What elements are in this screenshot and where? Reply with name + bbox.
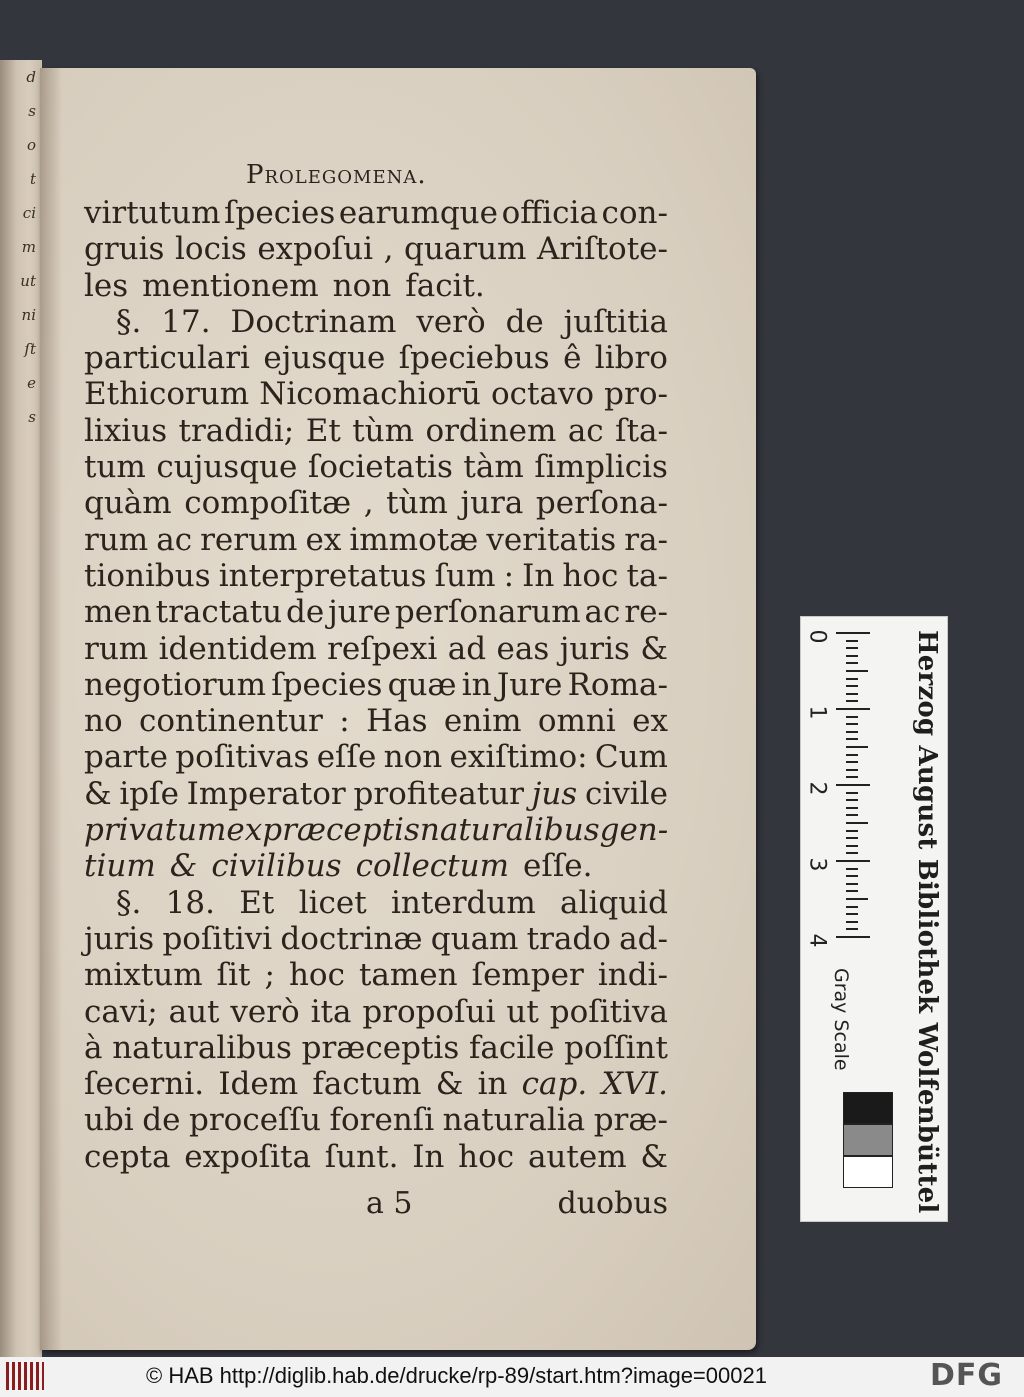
word: parte bbox=[84, 739, 168, 776]
word: verò bbox=[416, 303, 486, 340]
signature-mark: a 5 bbox=[366, 1186, 413, 1221]
ruler-tick bbox=[846, 700, 858, 702]
word: præceptis bbox=[301, 1029, 460, 1066]
word: interdum bbox=[391, 884, 536, 921]
dfg-logo: DFG bbox=[930, 1358, 1004, 1393]
word: veritatis bbox=[486, 521, 617, 558]
text-line bbox=[84, 885, 668, 921]
word: ê bbox=[563, 340, 582, 377]
word: tum bbox=[84, 449, 146, 486]
ruler-tick bbox=[846, 693, 858, 695]
word: trado bbox=[526, 920, 611, 957]
gray-swatch-dark bbox=[843, 1092, 893, 1124]
word: proceſſu bbox=[189, 1102, 321, 1139]
text-line bbox=[84, 739, 668, 775]
word: ſit bbox=[216, 957, 251, 994]
word: §. bbox=[116, 303, 142, 340]
ruler-tick bbox=[836, 632, 870, 634]
word: & bbox=[84, 775, 112, 812]
word: naturalibus bbox=[112, 1029, 292, 1066]
word: facile bbox=[468, 1029, 555, 1066]
word: aliquid bbox=[560, 884, 668, 921]
ruler-tick bbox=[846, 746, 868, 748]
word: cap. bbox=[521, 1066, 588, 1103]
word: & bbox=[435, 1066, 464, 1103]
word: Nicomachiorū bbox=[259, 376, 481, 413]
word: civile bbox=[584, 775, 668, 812]
running-head: Prolegomena. bbox=[246, 160, 427, 190]
word: jura bbox=[460, 485, 524, 522]
word: forenſi bbox=[329, 1102, 435, 1139]
ruler-tick bbox=[846, 799, 858, 801]
word: cavi; bbox=[84, 993, 158, 1030]
text-line bbox=[84, 268, 668, 304]
ruler-tick bbox=[846, 776, 858, 778]
word: In bbox=[522, 557, 555, 594]
word: rum bbox=[84, 630, 149, 667]
word: ſpecies bbox=[271, 666, 383, 703]
word: juris bbox=[84, 920, 155, 957]
word: tionibus bbox=[84, 557, 211, 594]
word: profiteatur bbox=[353, 775, 524, 812]
word: quàm bbox=[84, 485, 172, 522]
word: autem bbox=[527, 1138, 627, 1175]
word: facit. bbox=[405, 267, 485, 304]
text-line bbox=[84, 1030, 668, 1066]
word: tùm bbox=[352, 412, 415, 449]
word: ipſe bbox=[119, 775, 179, 812]
ruler-tick bbox=[846, 716, 858, 718]
ruler-tick bbox=[846, 906, 858, 908]
word: ſocietatis bbox=[307, 449, 453, 486]
word: Imperator bbox=[186, 775, 346, 812]
word: & bbox=[640, 1138, 668, 1175]
ruler-tick bbox=[846, 913, 858, 915]
word: cujusque bbox=[156, 449, 298, 486]
page-footer-line bbox=[84, 1186, 668, 1226]
word: perſonarum bbox=[394, 594, 581, 631]
ruler-tick bbox=[846, 928, 858, 930]
word: , bbox=[363, 485, 374, 522]
gray-swatch-mid bbox=[843, 1124, 893, 1156]
word: Idem bbox=[218, 1066, 299, 1103]
word: in bbox=[461, 666, 492, 703]
word: 18. bbox=[165, 884, 215, 921]
word: re- bbox=[624, 594, 668, 631]
word: continentur bbox=[139, 703, 323, 740]
word: interpretatus bbox=[218, 557, 427, 594]
word: doctrinæ bbox=[280, 920, 423, 957]
word: reſpexi bbox=[327, 630, 438, 667]
ruler-tick bbox=[846, 678, 858, 680]
word: hoc bbox=[288, 957, 345, 994]
word: rerum bbox=[200, 521, 298, 558]
word: ex bbox=[305, 521, 342, 558]
word: tàm bbox=[463, 449, 524, 486]
ruler-tick bbox=[846, 769, 858, 771]
word: Has bbox=[366, 703, 428, 740]
word: naturalia bbox=[442, 1102, 586, 1139]
word: ejusque bbox=[263, 340, 386, 377]
gray-scale-label: Gray Scale bbox=[830, 968, 852, 1071]
word: libro bbox=[594, 340, 668, 377]
word: enim bbox=[443, 703, 522, 740]
word: privatum bbox=[84, 812, 227, 849]
ruler-tick bbox=[846, 837, 858, 839]
word: ac bbox=[584, 594, 621, 631]
ruler-tick bbox=[836, 784, 870, 786]
word: Cum bbox=[594, 739, 668, 776]
word: aut bbox=[168, 993, 220, 1030]
word: no bbox=[84, 703, 123, 740]
ruler-tick bbox=[846, 792, 858, 794]
word: tradidi; bbox=[178, 412, 295, 449]
ruler-tick bbox=[846, 655, 858, 657]
word: : bbox=[339, 703, 350, 740]
word: quam bbox=[430, 920, 519, 957]
word: ad bbox=[447, 630, 487, 667]
word: ſta- bbox=[615, 412, 668, 449]
word: mentionem bbox=[142, 267, 319, 304]
text-line bbox=[84, 413, 668, 449]
gutter-shadow bbox=[40, 68, 62, 1350]
word: identidem bbox=[158, 630, 317, 667]
word: poſitiva bbox=[549, 993, 668, 1030]
word: ſemper bbox=[471, 957, 584, 994]
ruler-tick bbox=[846, 647, 858, 649]
ruler-tick bbox=[846, 738, 858, 740]
word: ſpecies bbox=[224, 195, 336, 231]
text-line bbox=[84, 485, 668, 521]
word: : bbox=[503, 557, 515, 594]
ruler-number: 1 bbox=[804, 705, 830, 720]
text-line bbox=[84, 594, 668, 630]
word: ad- bbox=[619, 920, 668, 957]
word: Et bbox=[305, 412, 341, 449]
word: gen- bbox=[599, 812, 669, 849]
word: tùm bbox=[386, 485, 448, 522]
word: civilibus bbox=[211, 848, 342, 885]
word: indi- bbox=[597, 957, 668, 994]
ruler-tick bbox=[846, 875, 858, 877]
word: perſona- bbox=[535, 485, 668, 522]
word: tium bbox=[84, 848, 156, 885]
text-line bbox=[84, 1102, 668, 1138]
word: non bbox=[332, 267, 392, 304]
word: poſſint bbox=[564, 1029, 668, 1066]
word: Et bbox=[239, 884, 275, 921]
word: tamen bbox=[358, 957, 458, 994]
word: & bbox=[169, 848, 198, 885]
word: eas bbox=[496, 630, 550, 667]
text-line bbox=[84, 1066, 668, 1102]
word: compoſitæ bbox=[184, 485, 352, 522]
catchword: duobus bbox=[557, 1186, 668, 1221]
word: lixius bbox=[84, 412, 168, 449]
text-line bbox=[84, 340, 668, 376]
ruler-tick bbox=[846, 852, 858, 854]
text-line bbox=[84, 957, 668, 993]
text-line bbox=[84, 848, 668, 884]
word: gruis bbox=[84, 231, 165, 268]
word: ta- bbox=[626, 557, 668, 594]
institution-label: Herzog August Bibliothek Wolfenbüttel bbox=[912, 630, 942, 1214]
word: pro- bbox=[604, 376, 668, 413]
word: Ethicorum bbox=[84, 376, 250, 413]
ruler-number: 0 bbox=[804, 629, 830, 644]
word: poſitivas bbox=[175, 739, 310, 776]
word: expoſui bbox=[257, 231, 374, 268]
word: ſecerni. bbox=[84, 1066, 205, 1103]
text-line bbox=[84, 376, 668, 412]
word: ſimplicis bbox=[534, 449, 668, 486]
word: Roma- bbox=[567, 666, 668, 703]
ruler-number: 4 bbox=[804, 933, 830, 948]
ruler-tick bbox=[846, 754, 858, 756]
ruler-tick bbox=[846, 640, 858, 642]
word: licet bbox=[298, 884, 367, 921]
word: mixtum bbox=[84, 957, 203, 994]
word: hoc bbox=[562, 557, 619, 594]
word: poſitivi bbox=[162, 920, 273, 957]
word: eſſe. bbox=[523, 848, 593, 885]
ruler-tick bbox=[846, 898, 868, 900]
word: propoſui bbox=[362, 993, 496, 1030]
word: negotiorum bbox=[84, 666, 267, 703]
word: omni bbox=[537, 703, 616, 740]
word: §. bbox=[116, 884, 142, 921]
word: ubi bbox=[84, 1102, 134, 1139]
text-line bbox=[84, 776, 668, 812]
word: à bbox=[84, 1029, 103, 1066]
word: exiſtimo: bbox=[449, 739, 588, 776]
word: eſſe bbox=[316, 739, 377, 776]
word: ut bbox=[506, 993, 539, 1030]
ruler-number: 3 bbox=[804, 857, 830, 872]
ruler-number: 2 bbox=[804, 781, 830, 796]
word: 17. bbox=[161, 303, 211, 340]
ruler bbox=[836, 632, 876, 944]
word: collectum bbox=[355, 848, 509, 885]
word: particulari bbox=[84, 340, 250, 377]
word: jure bbox=[328, 594, 391, 631]
word: juſtitia bbox=[563, 303, 668, 340]
word: cepta bbox=[84, 1138, 171, 1175]
text-line bbox=[84, 449, 668, 485]
copyright-link[interactable]: © HAB http://diglib.hab.de/drucke/rp-89/start.htm?image=00021 bbox=[146, 1363, 767, 1388]
word: men bbox=[84, 594, 152, 631]
ruler-tick bbox=[846, 670, 868, 672]
ruler-tick bbox=[846, 822, 868, 824]
text-line bbox=[84, 195, 668, 231]
ruler-tick bbox=[846, 883, 858, 885]
word: jus bbox=[531, 775, 578, 812]
text-line bbox=[84, 304, 668, 340]
word: earumque bbox=[338, 195, 498, 231]
word: ſum bbox=[434, 557, 496, 594]
word: les bbox=[84, 267, 129, 304]
ruler-tick bbox=[846, 814, 858, 816]
ruler-tick bbox=[846, 731, 858, 733]
word: ex bbox=[226, 812, 263, 849]
text-line bbox=[84, 994, 668, 1030]
word: in bbox=[477, 1066, 508, 1103]
word: ſunt. bbox=[324, 1138, 399, 1175]
word: XVI. bbox=[601, 1066, 668, 1103]
ruler-tick bbox=[836, 708, 870, 710]
word: quarum bbox=[403, 231, 527, 268]
word: expoſita bbox=[184, 1138, 311, 1175]
word: officia bbox=[501, 195, 598, 231]
word: de bbox=[505, 303, 544, 340]
previous-page-text-fragment: d s o t ci m ut ni ſt e s bbox=[20, 68, 36, 426]
text-line bbox=[84, 522, 668, 558]
word: con- bbox=[601, 195, 668, 231]
word: ita bbox=[310, 993, 352, 1030]
ruler-tick bbox=[846, 890, 858, 892]
ruler-tick bbox=[846, 723, 858, 725]
word: quæ bbox=[387, 666, 457, 703]
word: & bbox=[640, 630, 668, 667]
text-line bbox=[84, 812, 668, 848]
word: præ- bbox=[593, 1102, 668, 1139]
ruler-tick bbox=[846, 807, 858, 809]
word: ordinem bbox=[425, 412, 557, 449]
word: ac bbox=[156, 521, 193, 558]
word: hoc bbox=[458, 1138, 515, 1175]
word: Ariſtote- bbox=[537, 231, 668, 268]
word: In bbox=[412, 1138, 445, 1175]
ruler-tick bbox=[846, 845, 858, 847]
word: ſpeciebus bbox=[398, 340, 550, 377]
word: factum bbox=[312, 1066, 422, 1103]
ruler-tick bbox=[846, 685, 858, 687]
word: virtutum bbox=[84, 195, 221, 231]
word: præceptis bbox=[262, 812, 420, 849]
body-text bbox=[84, 195, 668, 1175]
text-line bbox=[84, 1139, 668, 1175]
word: naturalibus bbox=[419, 812, 600, 849]
word: non bbox=[383, 739, 443, 776]
ruler-tick bbox=[836, 936, 870, 938]
word: rum bbox=[84, 521, 149, 558]
word: ra- bbox=[624, 521, 668, 558]
word: de bbox=[286, 594, 325, 631]
gray-swatch-light bbox=[843, 1156, 893, 1188]
word: octavo bbox=[490, 376, 595, 413]
ruler-tick bbox=[846, 921, 858, 923]
word: ex bbox=[632, 703, 668, 740]
ruler-tick bbox=[846, 761, 858, 763]
text-line bbox=[84, 703, 668, 739]
word: juris bbox=[559, 630, 630, 667]
barcode-icon bbox=[6, 1362, 44, 1390]
ruler-tick bbox=[836, 860, 870, 862]
word: ; bbox=[264, 957, 275, 994]
word: locis bbox=[175, 231, 247, 268]
ruler-tick bbox=[846, 830, 858, 832]
word: immotæ bbox=[349, 521, 479, 558]
word: de bbox=[142, 1102, 181, 1139]
text-line bbox=[84, 558, 668, 594]
ruler-tick bbox=[846, 868, 858, 870]
text-line bbox=[84, 231, 668, 267]
word: verò bbox=[230, 993, 300, 1030]
word: tractatu bbox=[155, 594, 283, 631]
ruler-tick bbox=[846, 662, 858, 664]
word: Doctrinam bbox=[230, 303, 397, 340]
word: ac bbox=[567, 412, 604, 449]
word: , bbox=[383, 231, 394, 268]
text-line bbox=[84, 667, 668, 703]
text-line bbox=[84, 921, 668, 957]
word: Jure bbox=[496, 666, 563, 703]
text-line bbox=[84, 631, 668, 667]
